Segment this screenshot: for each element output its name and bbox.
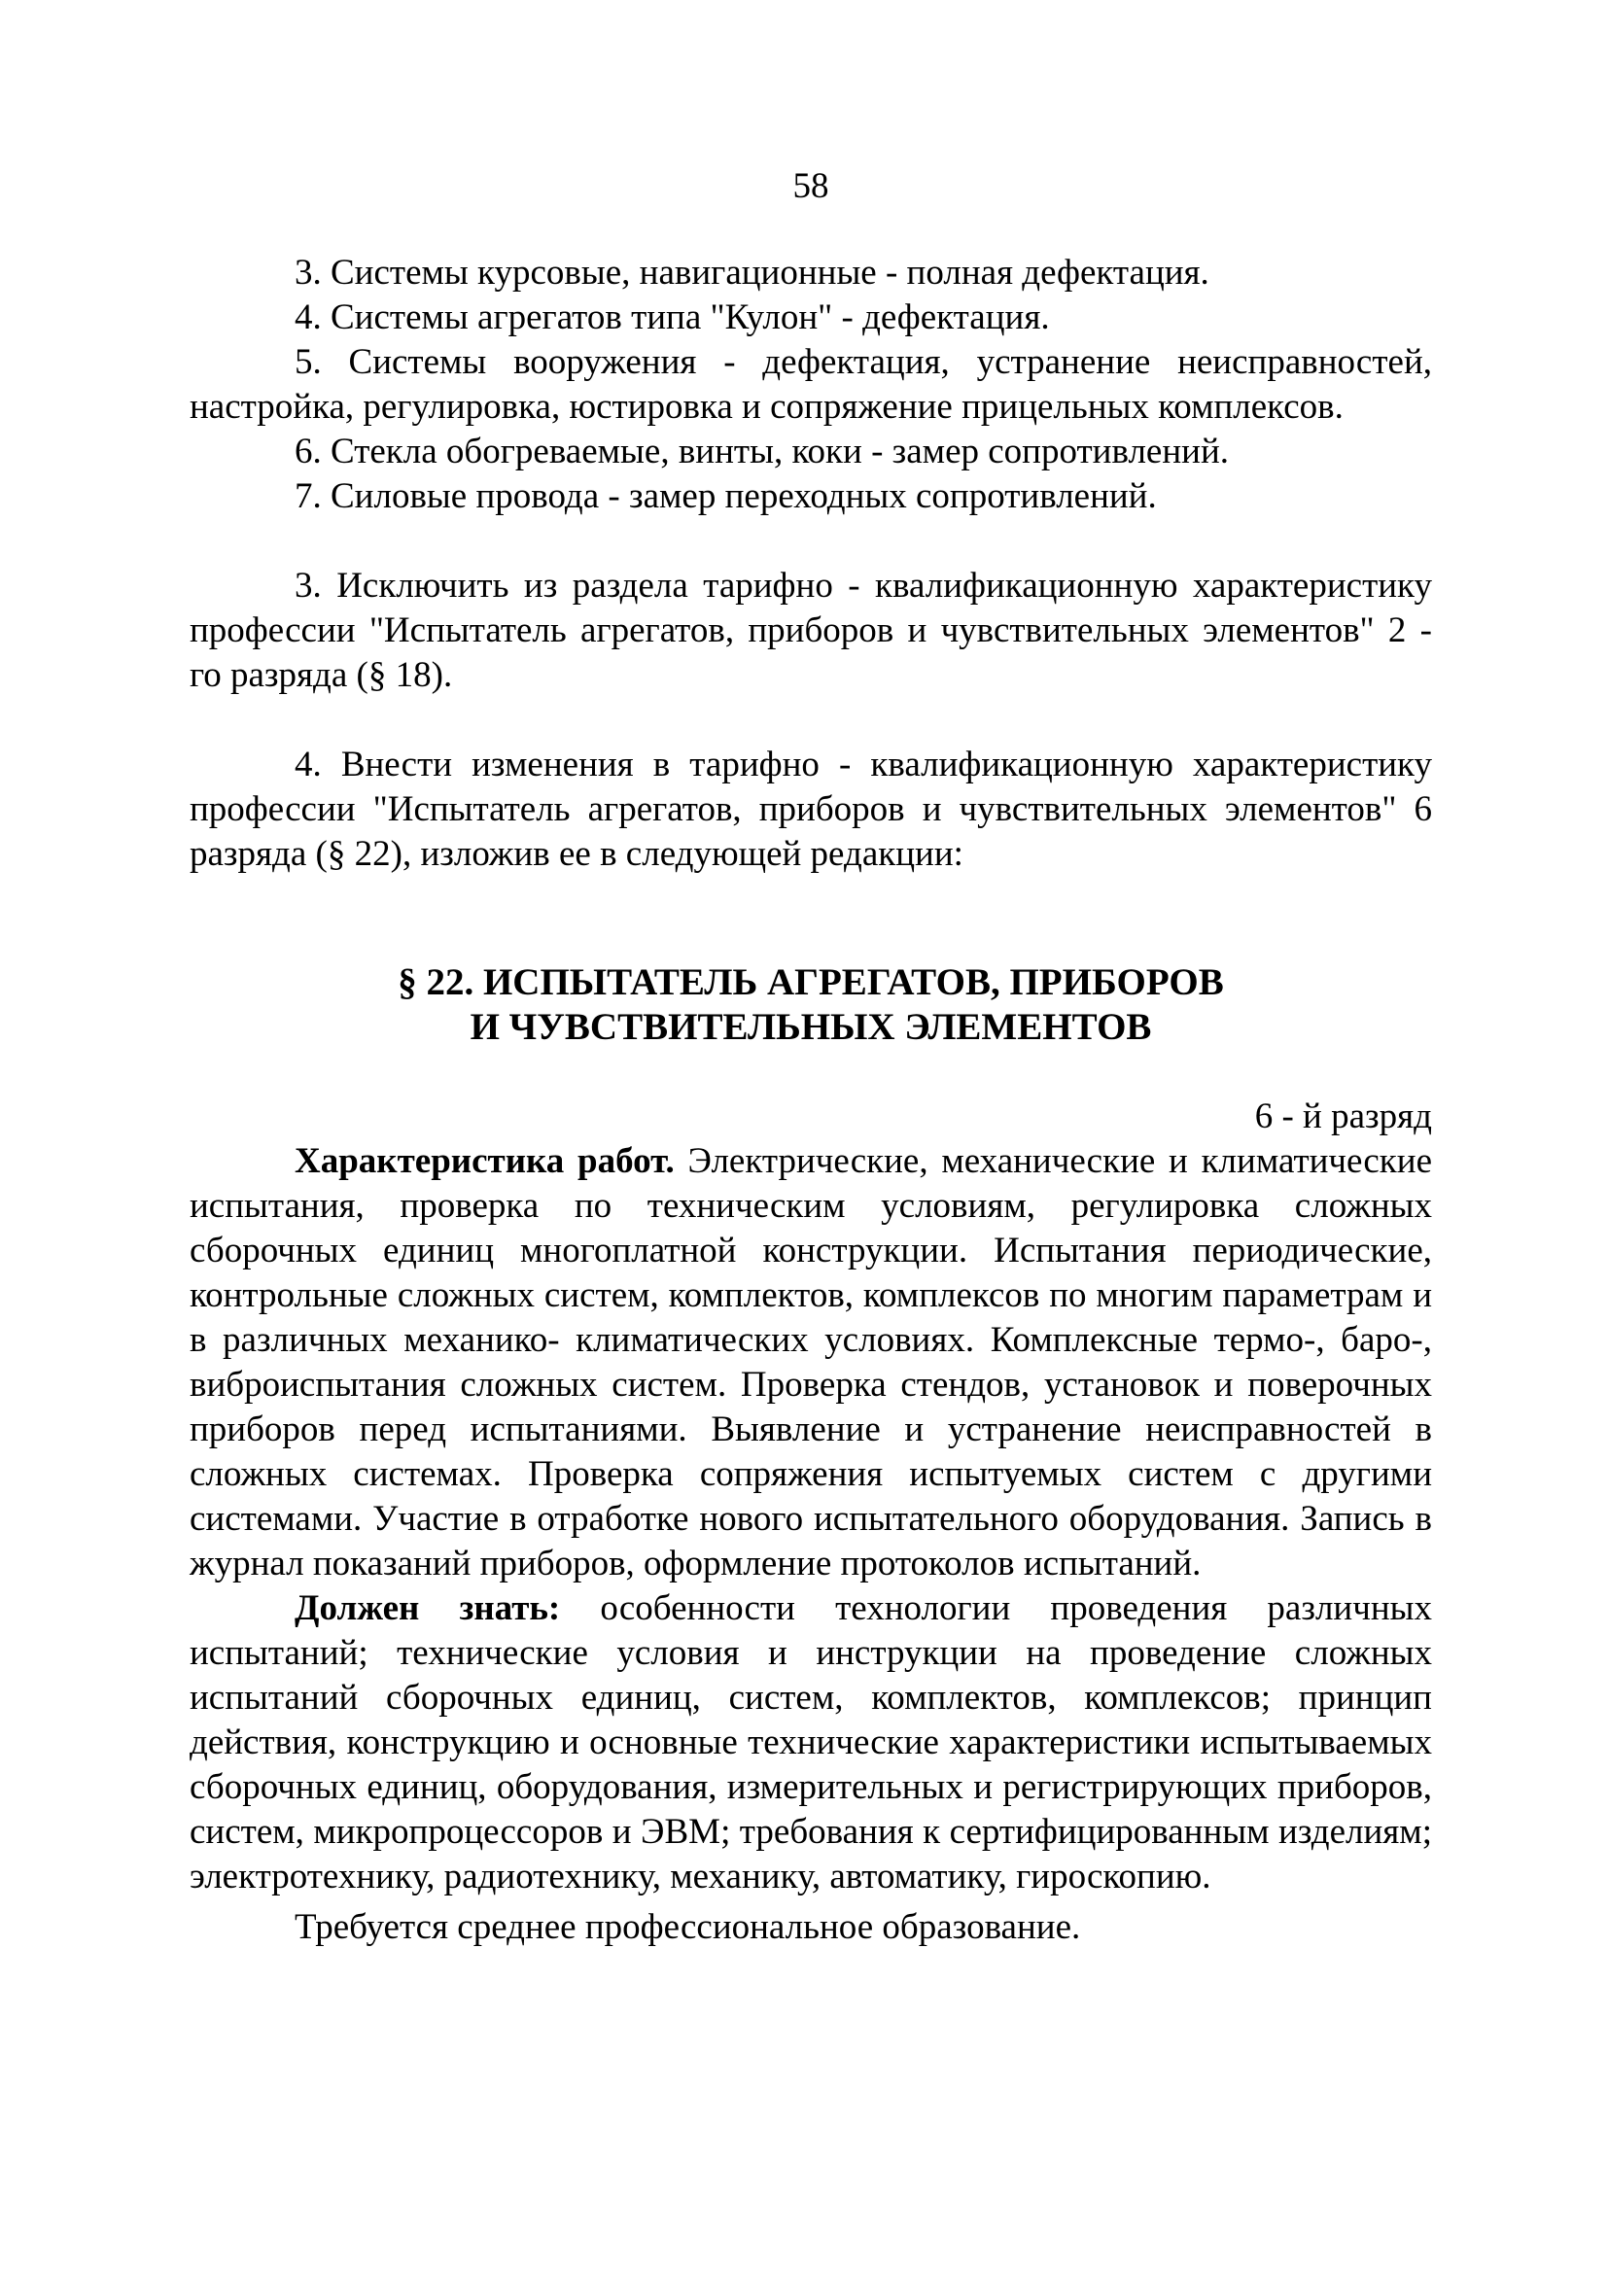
work-characteristics-label: Характеристика работ. (295, 1141, 675, 1181)
document-body (190, 251, 1432, 1950)
grade-label: 6 - й разряд (1254, 1096, 1432, 1136)
section-heading-line-1: § 22. ИСПЫТАТЕЛЬ АГРЕГАТОВ, ПРИБОРОВ (398, 961, 1224, 1003)
list-item: 5. Системы вооружения - дефектация, устранение неисправностей, настройка, регулировка, юстировка и сопряжение прицельных комплексов. (190, 342, 1432, 427)
list-item: 3. Системы курсовые, навигационные - полная дефектация. (295, 253, 1209, 293)
section-heading-line-2: И ЧУВСТВИТЕЛЬНЫХ ЭЛЕМЕНТОВ (470, 1006, 1152, 1048)
must-know-paragraph (190, 1586, 1432, 1899)
paragraph-amend: 4. Внести изменения в тарифно - квалификационную характеристику профессии "Испытатель агрегатов, приборов и чувствительных элементов" 6 разряда (§ 22), изложив ее в следующей редакции: (190, 745, 1432, 874)
list-item: 4. Системы агрегатов типа "Кулон" - дефектация. (295, 297, 1050, 337)
list-item: 7. Силовые провода - замер переходных сопротивлений. (295, 476, 1157, 516)
work-characteristics-text: Электрические, механические и климатические испытания, проверка по техническим условиям, регулировка сложных сборочных единиц многоплатной конструкции. Испытания периодические, контрольные сложных систем, комплектов, комплексов по многим параметрам и в различных механико- климатических условиях. Комплексные термо-, баро-, виброиспытания сложных систем. Проверка стендов, установок и поверочных приборов перед испытаниями. Выявление и устранение неисправностей в сложных системах. Проверка сопряжения испытуемых систем с другими системами. Участие в отработке нового испытательного оборудования. Запись в журнал показаний приборов, оформление протоколов испытаний. (190, 1141, 1432, 1583)
must-know-label: Должен знать: (295, 1588, 561, 1628)
must-know-text: особенности технологии проведения различных испытаний; технические условия и инструкции на проведение сложных испытаний сборочных единиц, систем, комплектов, комплексов; принцип действия, конструкцию и основные технические характеристики испытываемых сборочных единиц, оборудования, измерительных и регистрирующих приборов, систем, микропроцессоров и ЭВМ; требования к сертифицированным изделиям; электротехнику, радиотехнику, механику, автоматику, гироскопию. (190, 1588, 1432, 1896)
document-page (190, 0, 1432, 2296)
page-number: 58 (792, 166, 829, 206)
education-requirement: Требуется среднее профессиональное образование. (295, 1907, 1081, 1947)
section-heading (190, 960, 1432, 1050)
paragraph-exclude: 3. Исключить из раздела тарифно - квалификационную характеристику профессии "Испытатель агрегатов, приборов и чувствительных элементов" 2 - го разряда (§ 18). (190, 566, 1432, 695)
list-item: 6. Стекла обогреваемые, винты, коки - замер сопротивлений. (295, 432, 1229, 471)
work-characteristics-paragraph (190, 1139, 1432, 1586)
